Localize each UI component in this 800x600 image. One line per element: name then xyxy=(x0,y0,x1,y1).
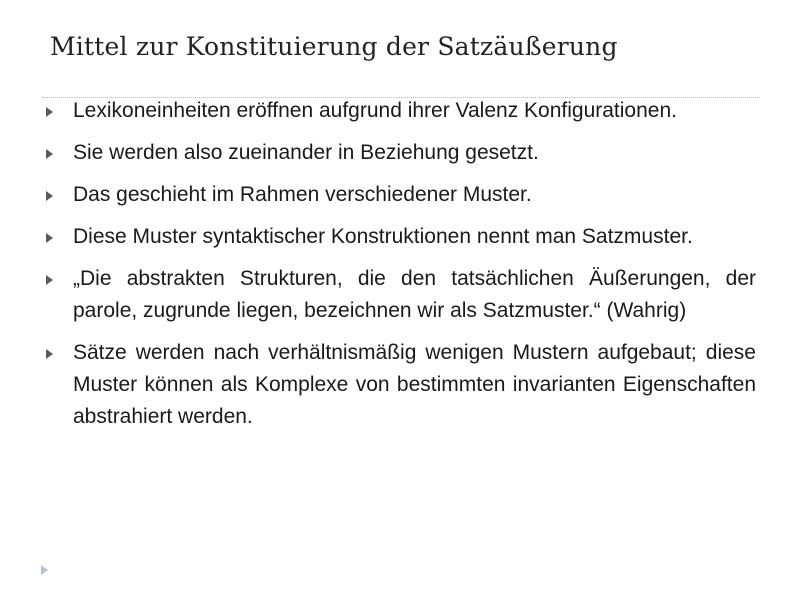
bullet-item xyxy=(44,263,756,327)
triangle-bullet-icon xyxy=(46,275,53,285)
bullet-text: Lexikoneinheiten eröffnen aufgrund ihrer Valenz Konfigurationen. xyxy=(73,99,677,122)
triangle-bullet-icon xyxy=(46,149,53,159)
bullet-item xyxy=(44,95,756,127)
triangle-bullet-icon xyxy=(46,349,53,359)
bullet-item xyxy=(44,221,756,253)
bullet-text: Das geschieht im Rahmen verschiedener Muster. xyxy=(73,183,532,206)
triangle-bullet-icon xyxy=(46,191,53,201)
bullet-text: Diese Muster syntaktischer Konstruktionen nennt man Satzmuster. xyxy=(73,225,693,248)
bullet-text: Sätze werden nach verhältnismäßig wenigen Mustern aufgebaut; diese Muster können als Komplexe von bestimmten invarianten Eigenschaften abstrahiert werden. xyxy=(73,341,756,428)
bullet-item xyxy=(44,179,756,211)
triangle-bullet-icon xyxy=(46,107,53,117)
slide-title: Mittel zur Konstituierung der Satzäußerung xyxy=(50,32,618,61)
bullet-item xyxy=(44,337,756,433)
bullet-text: „Die abstrakten Strukturen, die den tatsächlichen Äußerungen, der parole, zugrunde liegen, bezeichnen wir als Satzmuster.“ (Wahrig) xyxy=(73,267,756,322)
empty-triangle-bullet-icon xyxy=(41,565,48,575)
slide-content xyxy=(44,95,756,443)
bullet-list xyxy=(44,95,756,433)
bullet-item xyxy=(44,137,756,169)
bullet-text: Sie werden also zueinander in Beziehung gesetzt. xyxy=(73,141,539,164)
triangle-bullet-icon xyxy=(46,233,53,243)
